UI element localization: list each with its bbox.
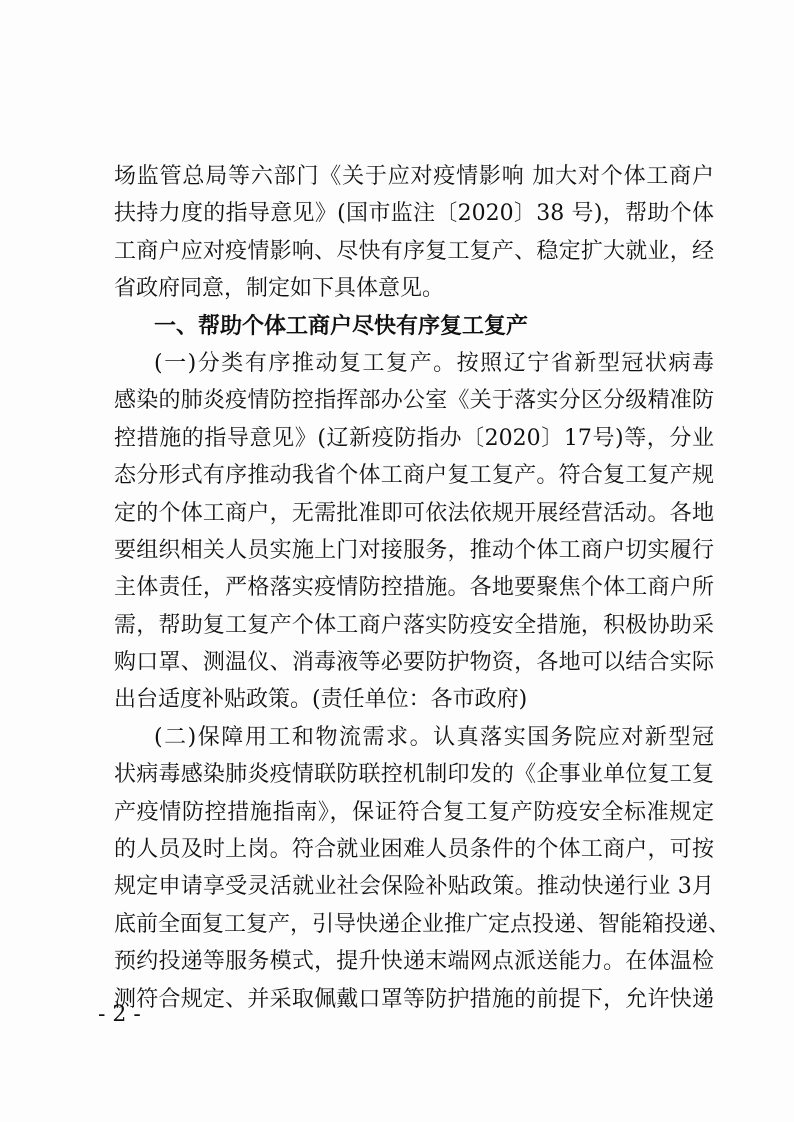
text-line: 控措施的指导意见》(辽新疫防指办〔2020〕17号)等，分业 xyxy=(114,425,714,451)
text-line: 感染的肺炎疫情防控指挥部办公室《关于落实分区分级精准防 xyxy=(114,388,714,414)
text-line: 场监管总局等六部门《关于应对疫情影响 加大对个体工商户 xyxy=(114,164,714,189)
text-line: 状病毒感染肺炎疫情联防联控机制印发的《企事业单位复工复 xyxy=(114,762,714,788)
text-line: 定的个体工商户，无需批准即可依法依规开展经营活动。各地 xyxy=(114,500,714,526)
text-line: 需，帮助复工复产个体工商户落实防疫安全措施，积极协助采 xyxy=(114,612,714,638)
text-line: 扶持力度的指导意见》(国市监注〔2020〕38 号)，帮助个体 xyxy=(114,201,714,227)
page-number: - 2 - xyxy=(98,1002,141,1027)
document-body xyxy=(114,158,731,1018)
text-line: 态分形式有序推动我省个体工商户复工复产。符合复工复产规 xyxy=(114,463,714,489)
text-line: (一)分类有序推动复工复产。按照辽宁省新型冠状病毒 xyxy=(154,350,714,376)
text-line: 工商户应对疫情影响、尽快有序复工复产、稳定扩大就业，经 xyxy=(114,238,714,264)
text-line: 出台适度补贴政策。(责任单位：各市政府) xyxy=(114,687,528,713)
section-heading: 一、帮助个体工商户尽快有序复工复产 xyxy=(154,313,529,339)
text-line: 预约投递等服务模式，提升快递末端网点派送能力。在体温检 xyxy=(114,949,714,975)
text-line: (二)保障用工和物流需求。认真落实国务院应对新型冠 xyxy=(154,724,714,750)
text-line: 主体责任，严格落实疫情防控措施。各地要聚焦个体工商户所 xyxy=(114,575,714,601)
text-line: 省政府同意，制定如下具体意见。 xyxy=(114,276,445,302)
text-line: 底前全面复工复产，引导快递企业推广定点投递、智能箱投递、 xyxy=(114,911,731,937)
text-line: 要组织相关人员实施上门对接服务，推动个体工商户切实履行 xyxy=(114,537,714,563)
text-line: 产疫情防控措施指南》，保证符合复工复产防疫安全标准规定 xyxy=(114,799,714,825)
text-line: 的人员及时上岗。符合就业困难人员条件的个体工商户，可按 xyxy=(114,837,714,863)
text-line: 规定申请享受灵活就业社会保险补贴政策。推动快递行业 3月 xyxy=(114,874,714,900)
text-line: 测符合规定、并采取佩戴口罩等防护措施的前提下，允许快递 xyxy=(114,986,714,1012)
text-line: 购口罩、测温仪、消毒液等必要防护物资，各地可以结合实际 xyxy=(114,650,714,676)
